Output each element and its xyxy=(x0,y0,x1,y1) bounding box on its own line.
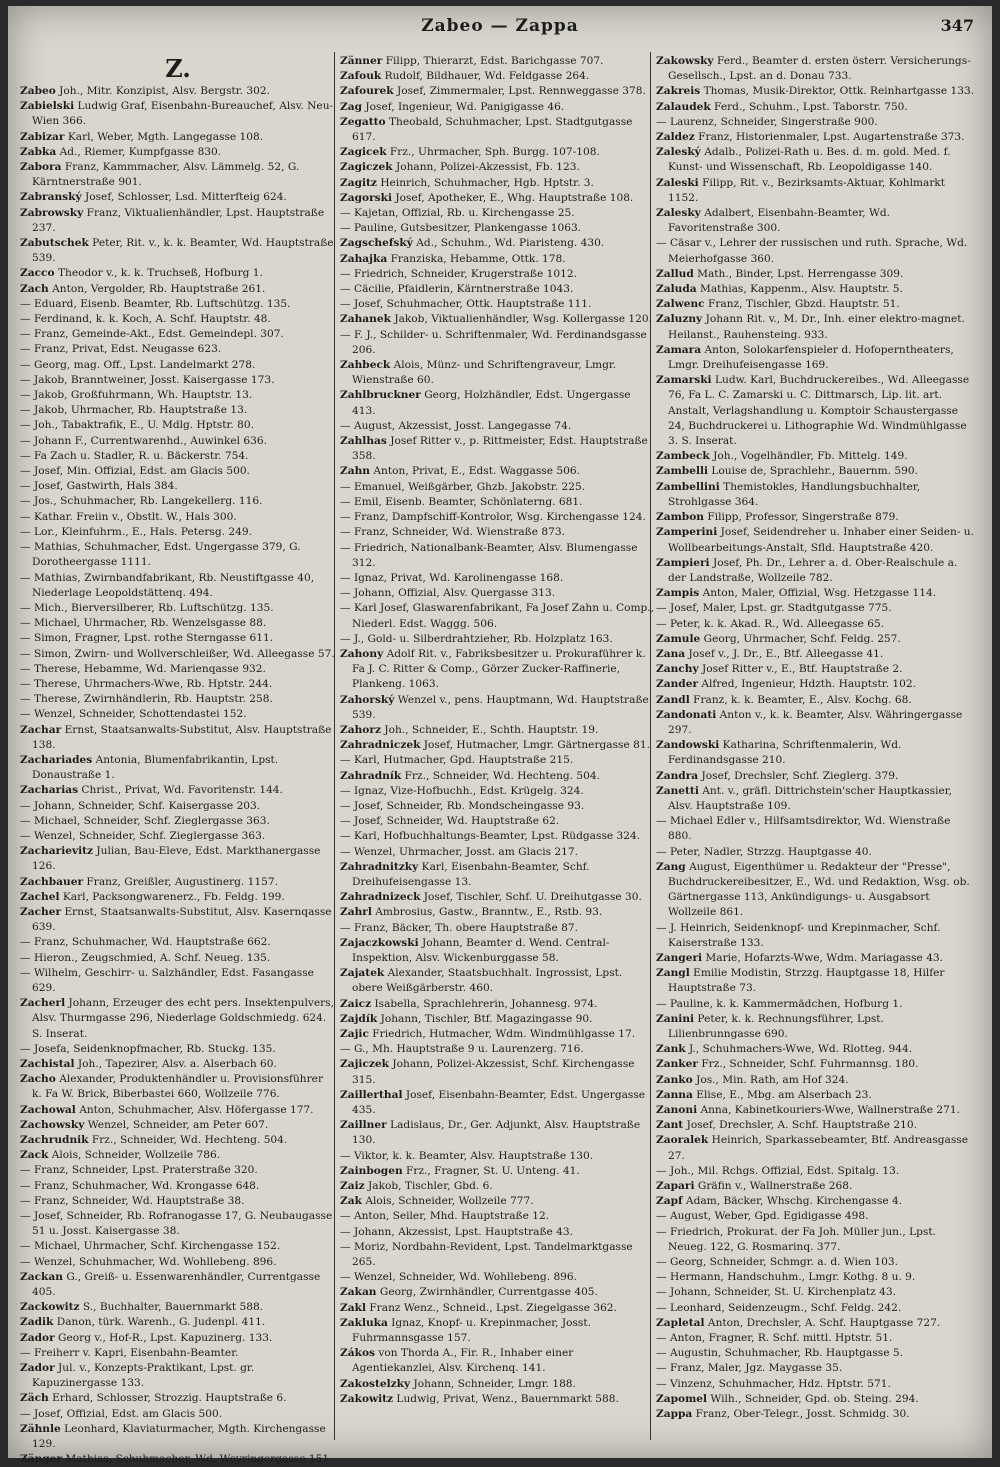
directory-entry: — Viktor, k. k. Beamter, Alsv. Hauptstraße 130. xyxy=(340,1149,594,1162)
directory-entry: Zacharias Christ., Privat, Wd. Favoritenstr. 144. xyxy=(20,784,283,797)
directory-entry: Zaldez Franz, Historienmaler, Lpst. Augartenstraße 373. xyxy=(656,131,965,144)
directory-entry: Zana Josef v., J. Dr., E., Btf. Alleegasse 41. xyxy=(656,647,884,660)
directory-entry: — Franz, Dampfschiff-Kontrolor, Wsg. Kirchengasse 124. xyxy=(340,511,646,524)
directory-entry: — F. J., Schilder- u. Schriftenmaler, Wd. Ferdinandsgasse 206. xyxy=(340,328,647,356)
directory-entry: Zagschefský Ad., Schuhm., Wd. Piaristeng. 430. xyxy=(340,237,605,250)
directory-entry: Zacharievitz Julian, Bau-Eleve, Edst. Markthanergasse 126. xyxy=(20,845,321,873)
directory-entry: Zahony Adolf Rit. v., Fabriksbesitzer u. Prokuraführer k. Fa J. C. Ritter & Comp., Görzer Zucker-Raffinerie, Plankeng. 1063. xyxy=(340,647,646,691)
directory-entry: Zapletal Anton, Drechsler, A. Schf. Hauptgasse 727. xyxy=(656,1316,941,1329)
directory-entry: Zaicz Isabella, Sprachlehrerin, Johannesg. 974. xyxy=(340,997,598,1010)
directory-entry: — Johann, Schneider, Schf. Kaisergasse 203. xyxy=(20,799,261,812)
directory-entry: Zagitz Heinrich, Schuhmacher, Hgb. Hptstr. 3. xyxy=(340,176,594,189)
directory-entry: — Michael Edler v., Hilfsamtsdirektor, Wd. Wienstraße 880. xyxy=(656,815,951,843)
directory-entry: — Therese, Hebamme, Wd. Marienqasse 932. xyxy=(20,662,266,675)
directory-entry: Zachistal Joh., Tapezirer, Alsv. a. Alserbach 60. xyxy=(20,1058,277,1070)
directory-entry: — Anton, Seiler, Mhd. Hauptstraße 12. xyxy=(340,1210,550,1223)
running-head: Zabeo — Zappa xyxy=(421,16,579,36)
directory-entry: Zampis Anton, Maler, Offizial, Wsg. Hetzgasse 114. xyxy=(656,587,937,600)
directory-entry: — Anton, Fragner, R. Schf. mittl. Hptstr. 51. xyxy=(656,1332,893,1345)
directory-entry: — Josef, Schneider, Rb. Mondscheingasse 93. xyxy=(340,799,585,812)
directory-entry: — Peter, k. k. Akad. R., Wd. Alleegasse 65. xyxy=(656,617,885,630)
directory-entry: Zaillerthal Josef, Eisenbahn-Beamter, Edst. Ungergasse 435. xyxy=(340,1088,646,1117)
directory-entry: — Mich., Bierversilberer, Rb. Luftschützg. 135. xyxy=(20,601,274,614)
directory-entry: — August, Weber, Gpd. Egidigasse 498. xyxy=(656,1210,869,1223)
directory-entry: Zabrowsky Franz, Viktualienhändler, Lpst. Hauptstraße 237. xyxy=(20,206,325,234)
directory-entry: — Josef, Schneider, Rb. Rofranogasse 17, G. Neubaugasse 51 u. Josst. Kaisergasse 38. xyxy=(20,1210,333,1238)
directory-entry: — Johann, Offizial, Alsv. Quergasse 313. xyxy=(340,587,556,600)
directory-entry: Zamule Georg, Uhrmacher, Schf. Feldg. 257. xyxy=(656,632,901,645)
directory-entry: Zakowitz Ludwig, Privat, Wenz., Bauernmarkt 588. xyxy=(340,1392,619,1405)
directory-entry: — Simon, Fragner, Lpst. rothe Sterngasse 611. xyxy=(20,632,274,645)
directory-entry: — Josef, Schuhmacher, Ottk. Hauptstraße 111. xyxy=(340,298,592,311)
directory-entry: Zandowski Katharina, Schriftenmalerin, Wd. Ferdinandsgasse 210. xyxy=(656,739,902,767)
directory-entry: — Augustin, Schuhmacher, Rb. Hauptgasse 5. xyxy=(656,1347,903,1360)
directory-entry: — Hieron., Zeugschmied, A. Schf. Neueg. 135. xyxy=(20,951,271,964)
directory-entry: Zamarski Ludw. Karl, Buchdruckereibes., Wd. Alleegasse 76, Fa L. C. Zamarski u. C. Dittmarsch, Lip. lit. art. Anstalt, Verlagshandlung u. Komptoir Schaustergasse 24, Buchdruckerei u. Lithographie Wd. Windmühlgasse 3. S. Inserat. xyxy=(656,374,970,448)
directory-entry: Zalaudek Ferd., Schuhm., Lpst. Taborstr. 750. xyxy=(656,100,908,113)
directory-entry: Zacco Theodor v., k. k. Truchseß, Hofburg 1. xyxy=(20,267,263,280)
directory-entry: — Franz, Maler, Jgz. Maygasse 35. xyxy=(656,1362,843,1375)
directory-entry: — Karl Josef, Glaswarenfabrikant, Fa Josef Zahn u. Comp., Niederl. Edst. Waggg. 506. xyxy=(340,602,655,630)
directory-entry: — Franz, Schuhmacher, Wd. Hauptstraße 662. xyxy=(20,936,271,949)
directory-entry: — Michael, Schneider, Schf. Zieglergasse 363. xyxy=(20,814,270,827)
directory-entry: Zak Alois, Schneider, Wollzeile 777. xyxy=(340,1195,534,1208)
directory-entry: Zegatto Theobald, Schuhmacher, Lpst. Stadtgutgasse 617. xyxy=(340,115,633,144)
directory-entry: — Georg, mag. Off., Lpst. Landelmarkt 278. xyxy=(20,358,256,371)
column-1 xyxy=(20,54,336,1467)
directory-entry: Zachowsky Wenzel, Schneider, am Peter 607. xyxy=(20,1118,269,1131)
directory-entry: Zákos von Thorda A., Fir. R., Inhaber einer Agentiekanzlei, Alsv. Kirchenq. 141. xyxy=(340,1347,574,1375)
directory-entry: Zandonati Anton v., k. k. Beamter, Alsv. Währingergasse 297. xyxy=(656,708,963,736)
directory-entry: — Leonhard, Seidenzeugm., Schf. Feldg. 242. xyxy=(656,1301,902,1314)
directory-entry: — Kathar. Freiin v., Obstlt. W., Hals 300. xyxy=(20,510,237,523)
directory-entry: — Therese, Uhrmachers-Wwe, Rb. Hptstr. 244. xyxy=(20,677,273,690)
directory-entry: — Friedrich, Prokurat. der Fa Joh. Müller jun., Lpst. Neueg. 122, G. Rosmarinq. 377. xyxy=(656,1225,936,1253)
directory-page xyxy=(8,6,992,1466)
directory-entry: Zahbeck Alois, Münz- und Schriftengraveur, Lmgr. Wienstraße 60. xyxy=(340,359,617,387)
directory-entry: Zakluka Ignaz, Knopf- u. Krepinmacher, Josst. Fuhrmannsgasse 157. xyxy=(340,1316,591,1345)
directory-entry: — Jakob, Uhrmacher, Rb. Hauptstraße 13. xyxy=(20,404,248,417)
directory-entry: — Hermann, Handschuhm., Lmgr. Kothg. 8 u. 9. xyxy=(656,1271,916,1284)
directory-entry: — Friedrich, Nationalbank-Beamter, Alsv. Blumengasse 312. xyxy=(340,541,638,569)
directory-entry: Zabora Franz, Kammmacher, Alsv. Lämmelg. 52, G. Kärntnerstraße 901. xyxy=(20,161,300,189)
directory-entry: Zänger Mathias, Schuhmacher, Wd. Weyringergasse 151. xyxy=(20,1453,333,1466)
directory-entry: Zakl Franz Wenz., Schneid., Lpst. Ziegelgasse 362. xyxy=(340,1301,617,1314)
directory-entry: Zagorski Josef, Apotheker, E., Whg. Hauptstraße 108. xyxy=(340,191,634,204)
directory-entry: — Freiherr v. Kapri, Eisenbahn-Beamter. xyxy=(20,1346,239,1359)
directory-entry: Zappa Franz, Ober-Telegr., Josst. Schmidg. 30. xyxy=(656,1408,910,1421)
directory-entry: Zabutschek Peter, Rit. v., k. k. Beamter, Wd. Hauptstraße 539. xyxy=(20,237,334,265)
directory-entry: Zabielski Ludwig Graf, Eisenbahn-Bureauchef, Alsv. Neu-Wien 366. xyxy=(20,100,334,128)
directory-entry: — Johann F., Currentwarenhd., Auwinkel 636. xyxy=(20,434,267,447)
directory-entry: — G., Mh. Hauptstraße 9 u. Laurenzerg. 716. xyxy=(340,1043,584,1056)
directory-entry: — Karl, Hofbuchhaltungs-Beamter, Lpst. Rüdgasse 324. xyxy=(340,830,641,843)
directory-entry: Zainbogen Frz., Fragner, St. U. Unteng. 41. xyxy=(340,1164,580,1177)
directory-entry: Zahorský Wenzel v., pens. Hauptmann, Wd. Hauptstraße 539. xyxy=(340,693,649,721)
directory-entry: Zambon Filipp, Professor, Singerstraße 879. xyxy=(656,511,899,524)
directory-entry: Zalwenc Franz, Tischler, Gbzd. Hauptstr. 51. xyxy=(656,298,900,311)
column-2 xyxy=(340,54,656,1407)
directory-entry: Zahradnizeck Josef, Tischler, Schf. U. Dreihutgasse 30. xyxy=(340,891,642,904)
directory-entry: Zajiczek Johann, Polizei-Akzessist, Schf. Kirchengasse 315. xyxy=(340,1058,635,1086)
directory-entry: — Laurenz, Schneider, Singerstraße 900. xyxy=(656,115,878,128)
directory-entry: — Franz, Schuhmacher, Wd. Krongasse 648. xyxy=(20,1179,260,1192)
directory-entry: Zaiz Jakob, Tischler, Gbd. 6. xyxy=(340,1180,493,1193)
directory-entry: — Moriz, Nordbahn-Revident, Lpst. Tandelmarktgasse 265. xyxy=(340,1240,633,1269)
directory-entry: — Georg, Schneider, Schmgr. a. d. Wien 103. xyxy=(656,1256,899,1269)
directory-entry: Zapf Adam, Bäcker, Whschg. Kirchengasse 4. xyxy=(656,1195,903,1208)
directory-entry: — Johann, Akzessist, Lpst. Hauptstraße 43. xyxy=(340,1225,574,1238)
directory-entry: — Friedrich, Schneider, Krugerstraße 1012. xyxy=(340,267,577,280)
directory-entry: Zahanek Jakob, Viktualienhändler, Wsg. Kollergasse 120. xyxy=(340,313,652,326)
directory-entry: — Emanuel, Weißgärber, Ghzb. Jakobstr. 225. xyxy=(340,480,586,493)
directory-entry: — Lor., Kleinfuhrm., E., Hals. Petersg. 249. xyxy=(20,525,252,538)
directory-entry: Zabizar Karl, Weber, Mgth. Langegasse 108. xyxy=(20,130,264,143)
directory-entry: — Josef, Min. Offizial, Edst. am Glacis 500. xyxy=(20,465,250,478)
letter-heading: Z. xyxy=(165,54,191,83)
directory-entry: Zaluzny Johann Rit. v., M. Dr., Inh. einer elektro-magnet. Heilanst., Rauhensteing. 933. xyxy=(656,313,965,341)
directory-entry: — Vinzenz, Schuhmacher, Hdz. Hptstr. 571. xyxy=(656,1377,891,1390)
page-number: 347 xyxy=(940,16,974,35)
directory-entry: Zahn Anton, Privat, E., Edst. Waggasse 506. xyxy=(340,465,580,478)
directory-entry: Zank J., Schuhmachers-Wwe, Wd. Rlotteg. 944. xyxy=(656,1043,913,1056)
directory-entry: Zanko Jos., Min. Rath, am Hof 324. xyxy=(656,1073,849,1086)
directory-entry: Zagiczek Johann, Polizei-Akzessist, Fb. 123. xyxy=(340,161,580,174)
directory-entry: Zandra Josef, Drechsler, Schf. Zieglerg. 379. xyxy=(656,769,899,782)
directory-entry: Zakreis Thomas, Musik-Direktor, Ottk. Reinhartgasse 133. xyxy=(656,85,975,98)
directory-entry: — Wenzel, Schneider, Wd. Wohllebeng. 896. xyxy=(340,1271,578,1284)
directory-entry: — Wenzel, Uhrmacher, Josst. am Glacis 217. xyxy=(340,845,578,858)
directory-entry: — Josef, Offizial, Edst. am Glacis 500. xyxy=(20,1407,223,1420)
directory-entry: Zangeri Marie, Hofarzts-Wwe, Wdm. Mariagasse 43. xyxy=(656,951,944,964)
directory-entry: Zalesky Adalbert, Eisenbahn-Beamter, Wd. Favoritenstraße 300. xyxy=(656,207,891,235)
directory-entry: — Pauline, Gutsbesitzer, Plankengasse 1063. xyxy=(340,222,582,235)
directory-entry: — Josef, Schneider, Wd. Hauptstraße 62. xyxy=(340,815,560,828)
directory-entry: — Peter, Nadler, Strzzg. Hauptgasse 40. xyxy=(656,845,872,858)
directory-entry: Zanoni Anna, Kabinetkouriers-Wwe, Wallnerstraße 271. xyxy=(656,1104,960,1117)
directory-entry: Zahlhas Josef Ritter v., p. Rittmeister, Edst. Hauptstraße 358. xyxy=(340,435,648,463)
directory-entry: — Josef, Maler, Lpst. gr. Stadtgutgasse 775. xyxy=(656,602,892,615)
directory-entry: Zach Anton, Vergolder, Rb. Hauptstraße 261. xyxy=(20,282,266,295)
directory-entry: — Kajetan, Offizial, Rb. u. Kirchengasse 25. xyxy=(340,207,575,220)
directory-entry: Zahradník Frz., Schneider, Wd. Hechteng. 504. xyxy=(340,769,601,782)
directory-entry: Zabka Ad., Riemer, Kumpfgasse 830. xyxy=(20,145,222,158)
directory-entry: Zajdík Johann, Tischler, Btf. Magazingasse 90. xyxy=(340,1012,593,1025)
directory-entry: Zapari Gräfin v., Wallnerstraße 268. xyxy=(656,1180,853,1193)
directory-entry: Zackowitz S., Buchhalter, Bauernmarkt 588. xyxy=(20,1301,264,1314)
directory-entry: — Jakob, Großfuhrmann, Wh. Hauptstr. 13. xyxy=(20,389,253,402)
directory-entry: Zag Josef, Ingenieur, Wd. Panigigasse 46. xyxy=(340,100,565,113)
directory-entry: Zachariades Antonia, Blumenfabrikantin, Lpst. Donaustraße 1. xyxy=(20,753,279,782)
directory-entry: Zagicek Frz., Uhrmacher, Sph. Burgg. 107-108. xyxy=(340,146,600,159)
directory-entry: — Cäcilie, Pfaidlerin, Kärntnerstraße 1043. xyxy=(340,283,574,296)
directory-entry: Zajatek Alexander, Staatsbuchhalt. Ingrossist, Lpst. obere Weißgärberstr. 460. xyxy=(340,967,623,995)
directory-entry: Zackan G., Greiß- u. Essenwarenhändler, Currentgasse 405. xyxy=(20,1270,321,1299)
directory-entry: — Mathias, Zwirnbandfabrikant, Rb. Neustiftgasse 40, Niederlage Leopoldstättenq. 494. xyxy=(20,571,315,599)
directory-entry: — Simon, Zwirn- und Wollverschleißer, Wd. Alleegasse 57. xyxy=(20,647,335,660)
directory-entry: Zaluda Mathias, Kappenm., Alsv. Hauptstr. 5. xyxy=(656,283,903,296)
directory-entry: Zanker Frz., Schneider, Schf. Fuhrmannsg. 180. xyxy=(656,1058,919,1071)
directory-entry: Zack Alois, Schneider, Wollzeile 786. xyxy=(20,1149,221,1162)
directory-entry: Zanchy Josef Ritter v., E., Btf. Hauptstraße 2. xyxy=(656,663,903,676)
directory-entry: Zant Josef, Drechsler, A. Schf. Hauptstraße 210. xyxy=(656,1119,917,1132)
directory-entry: Zandl Franz, k. k. Beamter, E., Alsv. Kochg. 68. xyxy=(656,693,912,706)
directory-entry: Zambelli Louise de, Sprachlehr., Bauernm. 590. xyxy=(656,465,918,478)
directory-entry: — Karl, Hutmacher, Gpd. Hauptstraße 215. xyxy=(340,754,574,767)
directory-entry: — Joh., Tabaktrafik, E., U. Mdlg. Hptstr. 80. xyxy=(20,419,254,432)
directory-entry: — Joh., Mil. Rchgs. Offizial, Edst. Spitalg. 13. xyxy=(656,1164,900,1177)
directory-entry: Zaoralek Heinrich, Sparkassebeamter, Btf. Andreasgasse 27. xyxy=(656,1134,969,1162)
directory-entry: — Wilhelm, Geschirr- u. Salzhändler, Edst. Fasangasse 629. xyxy=(20,966,314,994)
directory-entry: Zajaczkowski Johann, Beamter d. Wend. Central-Inspektion, Alsv. Wickenburggasse 58. xyxy=(340,936,610,964)
directory-entry: Zaillner Ladislaus, Dr., Ger. Adjunkt, Alsv. Hauptstraße 130. xyxy=(340,1119,641,1147)
directory-entry: Zahorz Joh., Schneider, E., Schth. Hauptstr. 19. xyxy=(340,723,599,736)
directory-entry: — J., Gold- u. Silberdrahtzieher, Rb. Holzplatz 163. xyxy=(340,632,613,645)
directory-entry: Zähnle Leonhard, Klaviaturmacher, Mgth. Kirchengasse 129. xyxy=(20,1422,326,1451)
directory-entry: Zacho Alexander, Produktenhändler u. Provisionsführer k. Fa W. Brick, Biberbastei 660, Wollzeile 776. xyxy=(20,1073,324,1101)
directory-entry: Zajic Friedrich, Hutmacher, Wdm. Windmühlgasse 17. xyxy=(340,1028,636,1040)
directory-entry: Zacherl Johann, Erzeuger des echt pers. Insektenpulvers, Alsv. Thurmgasse 296, Niederlage Goldschmiedg. 624. S. Inserat. xyxy=(20,997,334,1040)
directory-entry: Zaleský Adalb., Polizei-Rath u. Bes. d. m. gold. Med. f. Kunst- und Wissenschaft, Rb. Leopoldigasse 140. xyxy=(656,146,951,174)
directory-entry: Zafouk Rudolf, Bildhauer, Wd. Feldgasse 264. xyxy=(340,70,590,83)
column-3 xyxy=(656,54,976,1422)
directory-entry: — Franz, Schneider, Wd. Hauptstraße 38. xyxy=(20,1194,245,1207)
directory-entry: — Emil, Eisenb. Beamter, Schönlaterng. 681. xyxy=(340,495,583,508)
directory-entry: Zander Alfred, Ingenieur, Hdzth. Hauptstr. 102. xyxy=(656,678,916,691)
page-header xyxy=(8,16,992,42)
directory-entry: Zadik Danon, türk. Warenh., G. Judenpl. 411. xyxy=(20,1316,266,1329)
directory-entry: Zampieri Josef, Ph. Dr., Lehrer a. d. Ober-Realschule a. der Landstraße, Wollzeile 782. xyxy=(656,556,958,584)
directory-entry: — Wenzel, Schuhmacher, Wd. Wohllebeng. 896. xyxy=(20,1255,277,1268)
directory-entry: — Franz, Gemeinde-Akt., Edst. Gemeindepl. 307. xyxy=(20,328,284,341)
directory-entry: — Franz, Schneider, Lpst. Praterstraße 320. xyxy=(20,1164,258,1177)
directory-entry: Zachar Ernst, Staatsanwalts-Substitut, Alsv. Hauptstraße 138. xyxy=(20,723,332,751)
directory-entry: — Ignaz, Vize-Hofbuchh., Edst. Krügelg. 324. xyxy=(340,784,584,797)
directory-entry: — Ignaz, Privat, Wd. Karolinengasse 168. xyxy=(340,571,564,584)
directory-entry: Zakostelzky Johann, Schneider, Lmgr. 188. xyxy=(340,1377,576,1390)
directory-entry: Zabranský Josef, Schlosser, Lsd. Mitterfteig 624. xyxy=(20,191,287,204)
directory-entry: Zahlbruckner Georg, Holzhändler, Edst. Ungergasse 413. xyxy=(340,389,631,417)
directory-entry: — Franz, Schneider, Wd. Wienstraße 873. xyxy=(340,526,565,539)
directory-entry: — Josef, Gastwirth, Hals 384. xyxy=(20,480,178,493)
directory-entry: Zanna Elise, E., Mbg. am Alserbach 23. xyxy=(656,1088,872,1101)
directory-entry: Zachrudnik Frz., Schneider, Wd. Hechteng. 504. xyxy=(20,1134,288,1147)
directory-entry: — Jos., Schuhmacher, Rb. Langekellerg. 116. xyxy=(20,495,263,508)
directory-entry: — Franz, Bäcker, Th. obere Hauptstraße 87. xyxy=(340,921,578,934)
directory-entry: Zamara Anton, Solokarfenspieler d. Hofoperntheaters, Lmgr. Dreihufeisengasse 169. xyxy=(656,343,954,372)
directory-entry: — Michael, Uhrmacher, Rb. Wenzelsgasse 88. xyxy=(20,617,267,630)
directory-entry: Zäch Erhard, Schlosser, Strozzig. Hauptstraße 6. xyxy=(20,1392,287,1405)
directory-entry: — August, Akzessist, Josst. Langegasse 74. xyxy=(340,419,572,432)
directory-entry: Zanini Peter, k. k. Rechnungsführer, Lpst. Lilienbrunngasse 690. xyxy=(656,1012,884,1040)
directory-entry: — Therese, Zwirnhändlerin, Rb. Hauptstr. 258. xyxy=(20,693,273,706)
directory-entry: Zaleski Filipp, Rit. v., Bezirksamts-Aktuar, Kohlmarkt 1152. xyxy=(656,176,946,204)
directory-entry: Zambeck Joh., Vogelhändler, Fb. Mittelg. 149. xyxy=(656,450,908,463)
directory-entry: — Michael, Uhrmacher, Schf. Kirchengasse 152. xyxy=(20,1240,281,1253)
directory-entry: Zador Georg v., Hof-R., Lpst. Kapuzinerg. 133. xyxy=(20,1331,273,1344)
directory-entry: Zachowal Anton, Schuhmacher, Alsv. Höfergasse 177. xyxy=(20,1103,314,1116)
directory-entry: — Cäsar v., Lehrer der russischen und ruth. Sprache, Wd. Meierhofgasse 360. xyxy=(656,237,968,265)
directory-entry: — J. Heinrich, Seidenknopf- und Krepinmacher, Schf. Kaiserstraße 133. xyxy=(656,921,941,949)
directory-entry: Zachbauer Franz, Greißler, Augustinerg. 1157. xyxy=(20,875,278,888)
directory-entry: — Jakob, Branntweiner, Josst. Kaisergasse 173. xyxy=(20,373,275,386)
directory-entry: — Mathias, Schuhmacher, Edst. Ungergasse 379, G. Dorotheergasse 1111. xyxy=(20,541,301,569)
directory-entry: Zafourek Josef, Zimmermaler, Lpst. Rennweggasse 378. xyxy=(340,85,646,98)
directory-entry: Zakan Georg, Zwirnhändler, Currentgasse 405. xyxy=(340,1286,598,1299)
directory-entry: Zangl Emilie Modistin, Strzzg. Hauptgasse 18, Hilfer Hauptstraße 73. xyxy=(656,967,945,995)
directory-entry: Zanetti Ant. v., gräfl. Dittrichstein'scher Hauptkassier, Alsv. Hauptstraße 109. xyxy=(656,784,953,812)
directory-entry: Zänner Filipp, Thierarzt, Edst. Barichgasse 707. xyxy=(340,55,604,67)
directory-entry: — Wenzel, Schneider, Schf. Zieglergasse 363. xyxy=(20,829,266,842)
directory-entry: Zakowsky Ferd., Beamter d. ersten österr. Versicherungs-Gesellsch., Lpst. an d. Donau 733. xyxy=(656,55,971,83)
directory-entry: Zapomel Wilh., Schneider, Gpd. ob. Steing. 294. xyxy=(656,1392,919,1405)
directory-entry: Zahradniczek Josef, Hutmacher, Lmgr. Gärtnergasse 81. xyxy=(340,739,650,752)
directory-entry: Zahradnitzky Karl, Eisenbahn-Beamter, Schf. Dreihufeisengasse 13. xyxy=(340,860,590,888)
directory-entry: — Pauline, k. k. Kammermädchen, Hofburg 1. xyxy=(656,997,903,1010)
directory-entry: Zador Jul. v., Konzepts-Praktikant, Lpst. gr. Kapuzinergasse 133. xyxy=(20,1362,255,1390)
directory-entry: Zacher Ernst, Staatsanwalts-Substitut, Alsv. Kasernqasse 639. xyxy=(20,905,332,934)
directory-entry: Zamperini Josef, Seidendreher u. Inhaber einer Seiden- u. Wollbearbeitungs-Anstalt, Sfld. Hauptstraße 420. xyxy=(656,526,974,554)
directory-entry: — Fa Zach u. Stadler, R. u. Bäckerstr. 754. xyxy=(20,449,249,462)
directory-entry: — Johann, Schneider, St. U. Kirchenplatz 43. xyxy=(656,1286,896,1299)
directory-entry: — Ferdinand, k. k. Koch, A. Schf. Hauptstr. 48. xyxy=(20,313,271,326)
directory-entry: Zallud Math., Binder, Lpst. Herrengasse 309. xyxy=(656,267,904,280)
directory-entry: Zahajka Franziska, Hebamme, Ottk. 178. xyxy=(340,252,566,265)
directory-entry: Zachel Karl, Packsongwarenerz., Fb. Feldg. 199. xyxy=(20,890,285,903)
directory-entry: — Eduard, Eisenb. Beamter, Rb. Luftschützg. 135. xyxy=(20,297,291,310)
directory-entry: Zahrl Ambrosius, Gastw., Branntw., E., Rstb. 93. xyxy=(340,906,603,919)
directory-entry: — Josefa, Seidenknopfmacher, Rb. Stuckg. 135. xyxy=(20,1042,276,1055)
directory-entry: — Wenzel, Schneider, Schottendastei 152. xyxy=(20,708,247,721)
directory-entry: Zambellini Themistokles, Handlungsbuchhalter, Strohlgasse 364. xyxy=(656,480,921,508)
directory-entry: Zang August, Eigenthümer u. Redakteur der "Presse", Buchdruckereibesitzer, E., Wd. und Redaktion, Wsg. ob. Gärtnergasse 113, Ankündigungs- u. Ausgabsort Wollzeile 861. xyxy=(656,860,970,919)
directory-entry: — Franz, Privat, Edst. Neugasse 623. xyxy=(20,343,222,356)
directory-entry: Zabeo Joh., Mitr. Konzipist, Alsv. Bergstr. 302. xyxy=(20,85,271,97)
